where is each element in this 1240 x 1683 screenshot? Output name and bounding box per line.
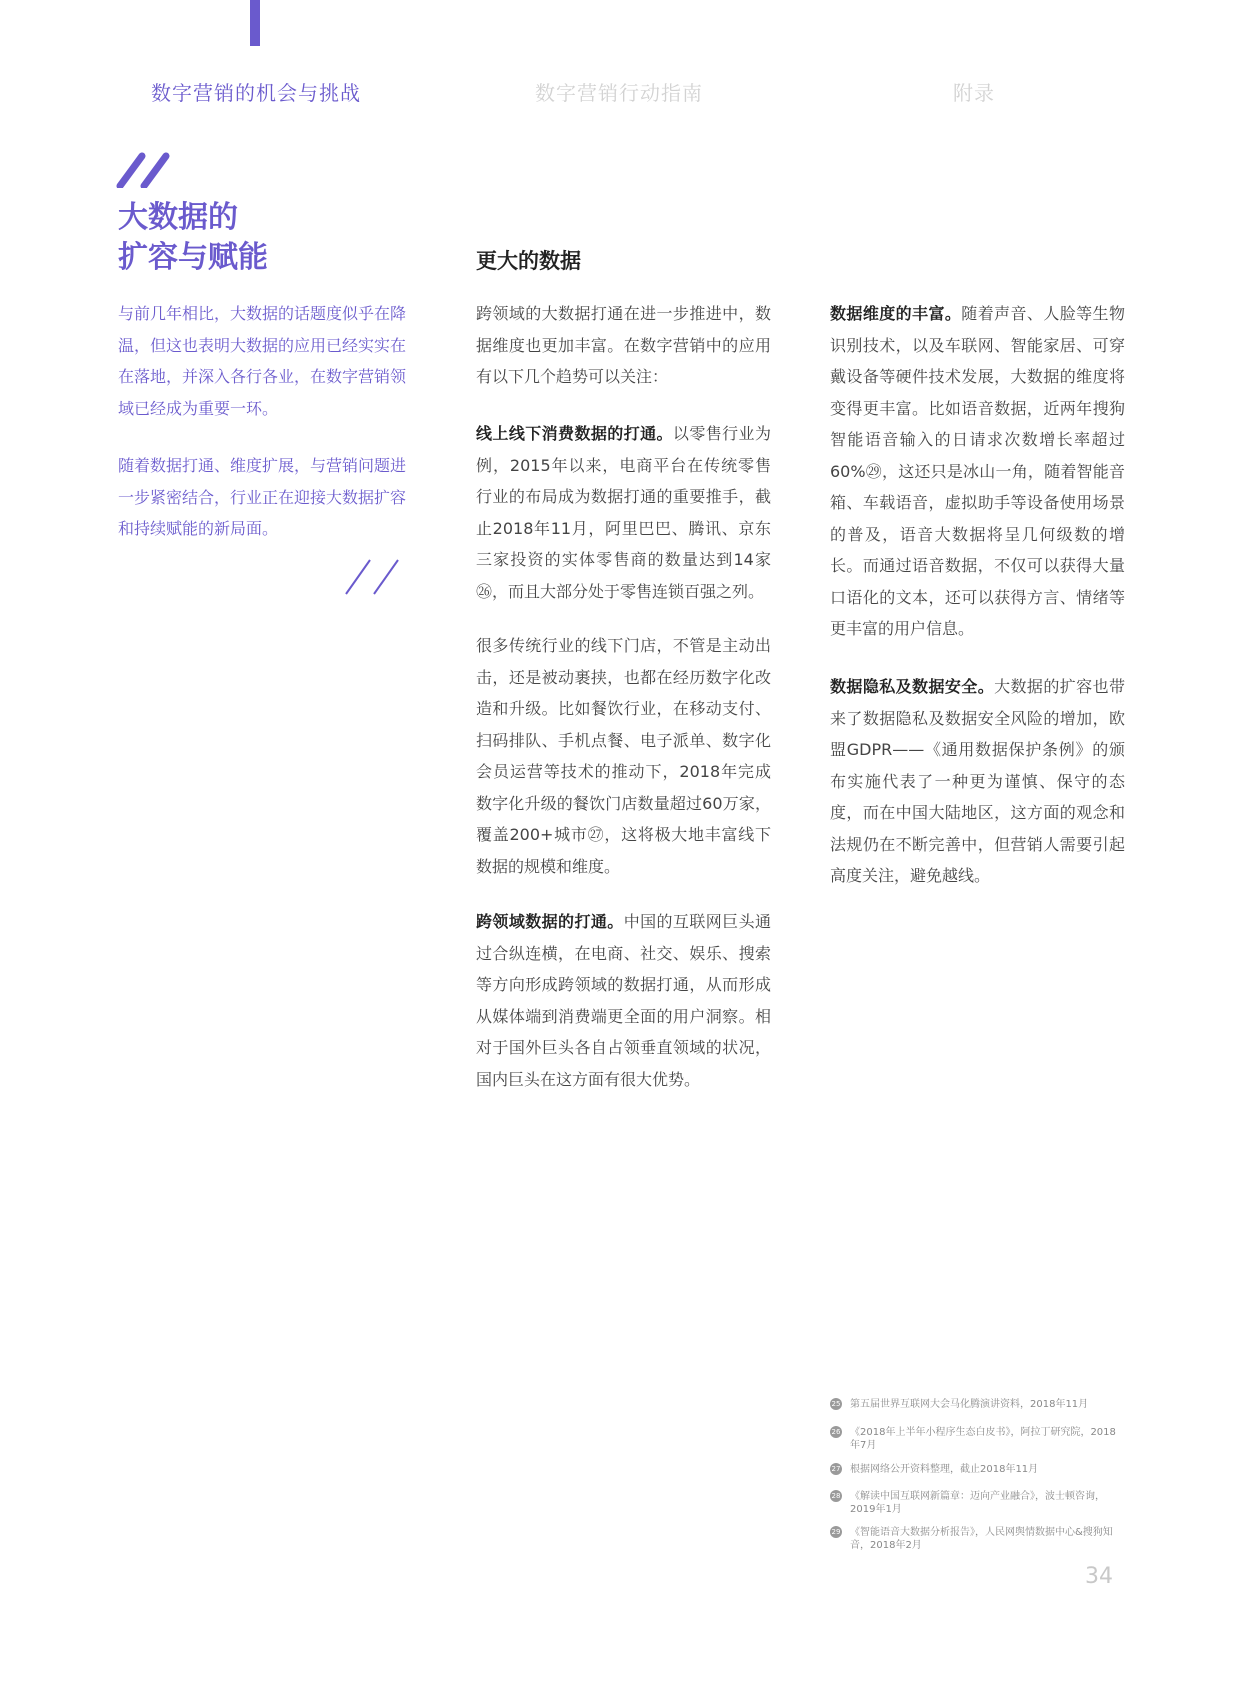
footnote-number: 28: [831, 1492, 841, 1500]
paragraph-intro: 跨领域的大数据打通在进一步推进中，数据维度也更加丰富。在数字营销中的应用有以下几个趋势可以关注：: [476, 304, 771, 386]
para-text-dimensions: 随着声音、人脸等生物识别技术，以及车联网、智能家居、可穿戴设备等硬件技术发展，大数据的维度将变得更丰富。比如语音数据，近两年搜狗智能语音输入的日请求次数增长率超过60%㉙，这还只是冰山一角，随着智能音箱、车载语音，虚拟助手等设备使用场景的普及，语音大数据将呈几何级数的增长。而通过语音数据，不仅可以获得大量口语化的文本，还可以获得方言、情绪等更丰富的用户信息。: [830, 304, 1125, 638]
section-title: 更大的数据: [476, 249, 581, 273]
paragraph-cross-domain: [476, 906, 771, 1095]
footnote-number: 25: [831, 1400, 841, 1408]
para-text-online-offline: 以零售行业为例，2015年以来，电商平台在传统零售行业的布局成为数据打通的重要推手，截止2018年11月，阿里巴巴、腾讯、京东三家投资的实体零售商的数量达到14家㉖，而且大部分处于零售连锁百强之列。: [476, 424, 771, 601]
intro-paragraph-2: 随着数据打通、维度扩展，与营销问题进一步紧密结合，行业正在迎接大数据扩容和持续赋能的新局面。: [118, 456, 407, 538]
paragraph-data-dimensions: [830, 298, 1125, 645]
page-number: 34: [1085, 1564, 1113, 1589]
para-lead-privacy: 数据隐私及数据安全。: [830, 677, 995, 696]
para-lead-online-offline: 线上线下消费数据的打通。: [476, 424, 673, 443]
top-accent-bar: [250, 0, 260, 46]
footnote-28: [830, 1490, 1120, 1516]
footnote-text: 《解读中国互联网新篇章：迈向产业融合》，波士顿咨询，2019年1月: [850, 1491, 1105, 1515]
nav-tab-opportunities[interactable]: 数字营销的机会与挑战: [151, 81, 361, 105]
footnote-27: [830, 1463, 1120, 1476]
footnote-number: 29: [831, 1528, 841, 1536]
footnote-text: 《2018年上半年小程序生态白皮书》，阿拉丁研究院，2018年7月: [850, 1427, 1116, 1451]
paragraph-privacy: [830, 671, 1125, 892]
paragraph-online-offline: [476, 418, 771, 607]
intro-paragraph-1: 与前几年相比，大数据的话题度似乎在降温，但这也表明大数据的应用已经实实在在落地，并深入各行各业，在数字营销领域已经成为重要一环。: [118, 304, 407, 418]
double-slash-outline-icon: [344, 558, 404, 596]
para-lead-cross-domain: 跨领域数据的打通。: [476, 912, 624, 931]
double-slash-icon: [116, 152, 178, 188]
paragraph-traditional-stores: 很多传统行业的线下门店，不管是主动出击，还是被动裹挟，也都在经历数字化改造和升级。比如餐饮行业，在移动支付、扫码排队、手机点餐、电子派单、数字化会员运营等技术的推动下，2018年完成数字化升级的餐饮门店数量超过60万家，覆盖200+城市㉗，这将极大地丰富线下数据的规模和维度。: [476, 636, 771, 876]
nav-tab-appendix[interactable]: 附录: [953, 81, 995, 105]
nav-tab-action-guide[interactable]: 数字营销行动指南: [535, 81, 703, 105]
para-text-privacy: 大数据的扩容也带来了数据隐私及数据安全风险的增加，欧盟GDPR——《通用数据保护条例》的颁布实施代表了一种更为谨慎、保守的态度，而在中国大陆地区，这方面的观念和法规仍在不断完善中，但营销人需要引起高度关注，避免越线。: [830, 677, 1125, 885]
heading-line-2: 扩容与赋能: [118, 240, 268, 275]
footnote-text: 根据网络公开资料整理，截止2018年11月: [850, 1464, 1039, 1475]
heading-line-1: 大数据的: [118, 200, 238, 235]
footnote-29: [830, 1526, 1120, 1552]
footnote-number: 27: [831, 1465, 841, 1473]
footnote-25: [830, 1398, 1120, 1411]
footnote-text: 《智能语音大数据分析报告》，人民网舆情数据中心&搜狗知音，2018年2月: [850, 1527, 1113, 1551]
footnote-number: 26: [831, 1428, 841, 1436]
footnote-26: [830, 1426, 1120, 1452]
para-text-cross-domain: 中国的互联网巨头通过合纵连横，在电商、社交、娱乐、搜索等方向形成跨领域的数据打通，从而形成从媒体端到消费端更全面的用户洞察。相对于国外巨头各自占领垂直领域的状况，国内巨头在这方面有很大优势。: [476, 912, 771, 1089]
para-lead-dimensions: 数据维度的丰富。: [830, 304, 962, 323]
section-heading: [118, 198, 268, 278]
footnote-text: 第五届世界互联网大会马化腾演讲资料，2018年11月: [850, 1399, 1089, 1410]
